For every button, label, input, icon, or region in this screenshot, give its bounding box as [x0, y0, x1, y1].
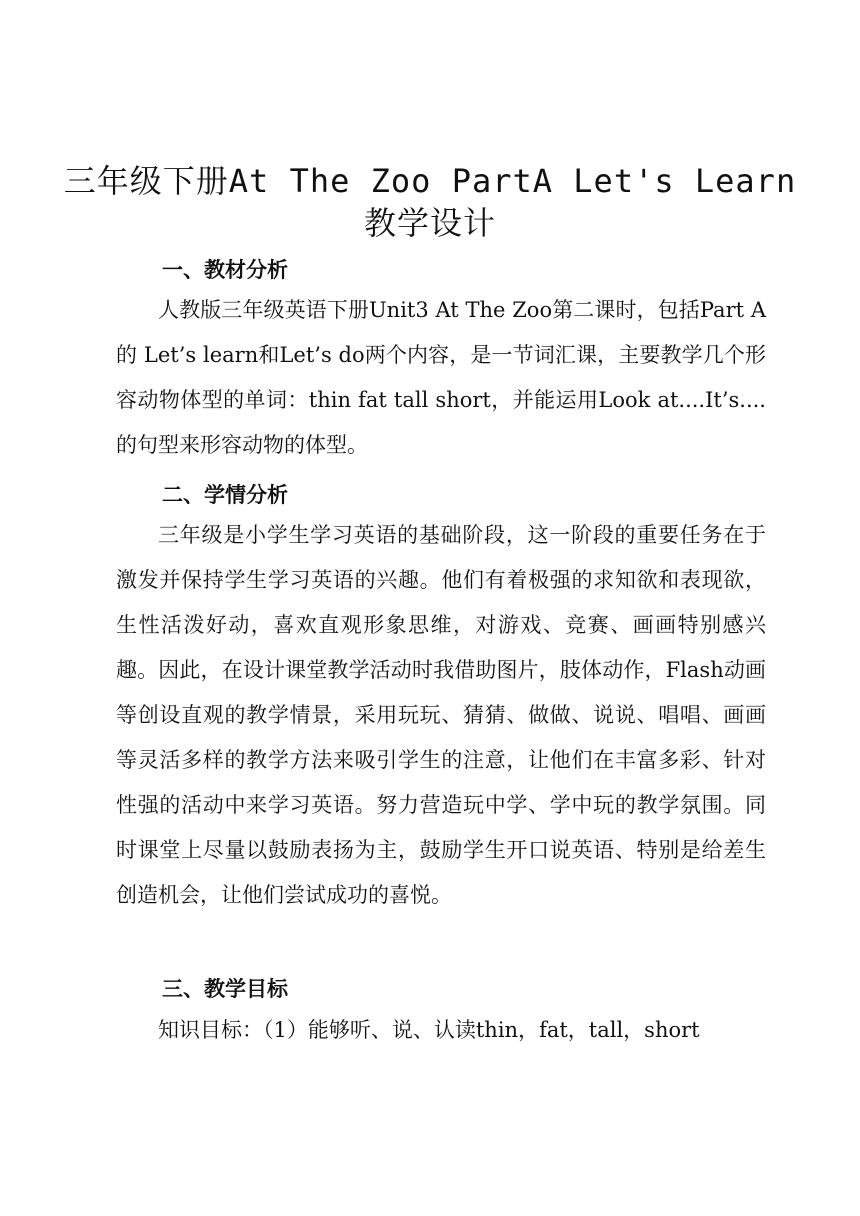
document-subtitle: 教学设计 — [363, 204, 496, 242]
section-paragraph-textbook-analysis: 人教版三年级英语下册Unit3 At The Zoo第二课时，包括Part A的 Let’s learn和Let’s do两个内容，是一节词汇课，主要教学几个形容动物体型的单词：thin fat tall short，并能运用Look at....It’s....的句型来形容动物的体型。 — [116, 298, 766, 457]
section-heading-student-analysis: 二、学情分析 — [162, 483, 288, 507]
section-paragraph-teaching-goals: 知识目标：（1）能够听、说、认读thin，fat，tall，short — [158, 1018, 700, 1042]
section-heading-teaching-goals: 三、教学目标 — [162, 977, 288, 1001]
section-heading-textbook-analysis: 一、教材分析 — [162, 258, 288, 282]
document-title: 三年级下册At The Zoo PartA Let's Learn — [63, 162, 797, 200]
section-paragraph-student-analysis: 三年级是小学生学习英语的基础阶段，这一阶段的重要任务在于激发并保持学生学习英语的兴趣。他们有着极强的求知欲和表现欲，生性活泼好动，喜欢直观形象思维，对游戏、竞赛、画画特别感兴趣。因此，在设计课堂教学活动时我借助图片，肢体动作，Flash动画等创设直观的教学情景，采用玩玩、猜猜、做做、说说、唱唱、画画等灵活多样的教学方法来吸引学生的注意，让他们在丰富多彩、针对性强的活动中来学习英语。努力营造玩中学、学中玩的教学氛围。同时课堂上尽量以鼓励表扬为主，鼓励学生开口说英语、特别是给差生创造机会，让他们尝试成功的喜悦。 — [116, 523, 766, 907]
